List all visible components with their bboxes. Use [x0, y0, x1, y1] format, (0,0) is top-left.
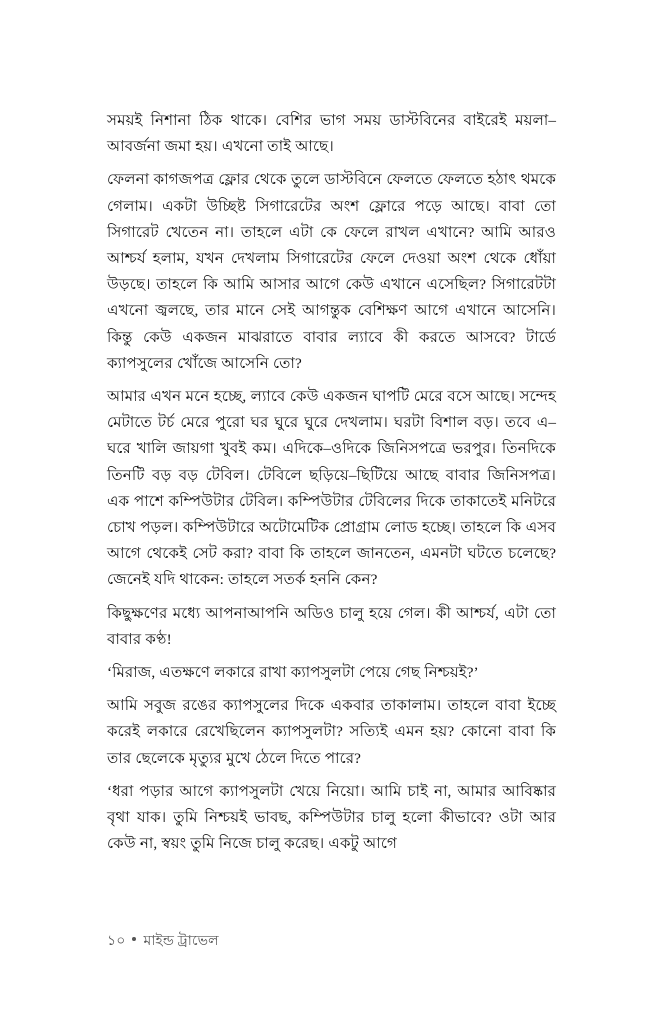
paragraph: ‘মিরাজ, এতক্ষণে লকারে রাখা ক্যাপসুলটা পেয়ে গেছ নিশ্চয়ই?’	[107, 664, 479, 682]
bullet-dot-icon	[132, 937, 136, 941]
footer-page-number: ১০	[107, 933, 126, 949]
paragraph: সময়ই নিশানা ঠিক থাকে। বেশির ভাগ সময় ডাস্টবিনের বাইরেই ময়লা–আবর্জনা জমা হয়। এখনো তাই আছে।	[107, 112, 556, 156]
page-footer	[107, 931, 219, 951]
paragraph: ফেলনা কাগজপত্র ফ্লোর থেকে তুলে ডাস্টবিনে ফেলতে ফেলতে হঠাৎ থমকে গেলাম। একটা উচ্ছিষ্ট সিগারেটের অংশ ফ্লোরে পড়ে আছে। বাবা তো সিগারেট খেতেন না। তাহলে এটা কে ফেলে রাখল এখানে? আমি আরও আশ্চর্য হলাম, যখন দেখলাম সিগারেটের ফেলে দেওয়া অংশ থেকে ধোঁয়া উড়ছে। তাহলে কি আমি আসার আগে কেউ এখানে এসেছিল? সিগারেটটা এখনো জ্বলছে, তার মানে সেই আগন্তুক বেশিক্ষণ আগে এখানে আসেনি। কিন্তু কেউ একজন মাঝরাতে বাবার ল্যাবে কী করতে আসবে? টার্ডে ক্যাপসুলের খোঁজে আসেনি তো?	[107, 171, 556, 372]
paragraph: আমার এখন মনে হচ্ছে, ল্যাবে কেউ একজন ঘাপটি মেরে বসে আছে। সন্দেহ মেটাতে টর্চ মেরে পুরো ঘর ঘুরে ঘুরে দেখলাম। ঘরটা বিশাল বড়। তবে এ–ঘরে খালি জায়গা খুবই কম। এদিকে–ওদিকে জিনিসপত্রে ভরপুর। তিনদিকে তিনটি বড় বড় টেবিল। টেবিলে ছড়িয়ে–ছিটিয়ে আছে বাবার জিনিসপত্র। এক পাশে কম্পিউটার টেবিল। কম্পিউটার টেবিলের দিকে তাকাতেই মনিটরে চোখ পড়ল। কম্পিউটারে অটোমেটিক প্রোগ্রাম লোড হচ্ছে। তাহলে কি এসব আগে থেকেই সেট করা? বাবা কি তাহলে জানতেন, এমনটা ঘটতে চলেছে? জেনেই যদি থাকেন: তাহলে সতর্ক হননি কেন?	[107, 388, 556, 589]
paragraph: আমি সবুজ রঙের ক্যাপসুলের দিকে একবার তাকালাম। তাহলে বাবা ইচ্ছে করেই লকারে রেখেছিলেন ক্যাপসুলটা? সত্যিই এমন হয়? কোনো বাবা কি তার ছেলেকে মৃত্যুর মুখে ঠেলে দিতে পারে?	[107, 697, 556, 767]
footer-book-title: মাইন্ড ট্রাভেল	[143, 933, 219, 949]
body-text-block	[107, 108, 556, 857]
paragraph: কিছুক্ষণের মধ্যে আপনাআপনি অডিও চালু হয়ে গেল। কী আশ্চর্য, এটা তো বাবার কণ্ঠ!	[107, 604, 556, 648]
paragraph: ‘ধরা পড়ার আগে ক্যাপসুলটা খেয়ে নিয়ো। আমি চাই না, আমার আবিষ্কার বৃথা যাক। তুমি নিশ্চয়ই ভাবছ, কম্পিউটার চালু হলো কীভাবে? ওটা আর কেউ না, স্বয়ং তুমি নিজে চালু করেছ। একটু আগে	[107, 782, 556, 853]
